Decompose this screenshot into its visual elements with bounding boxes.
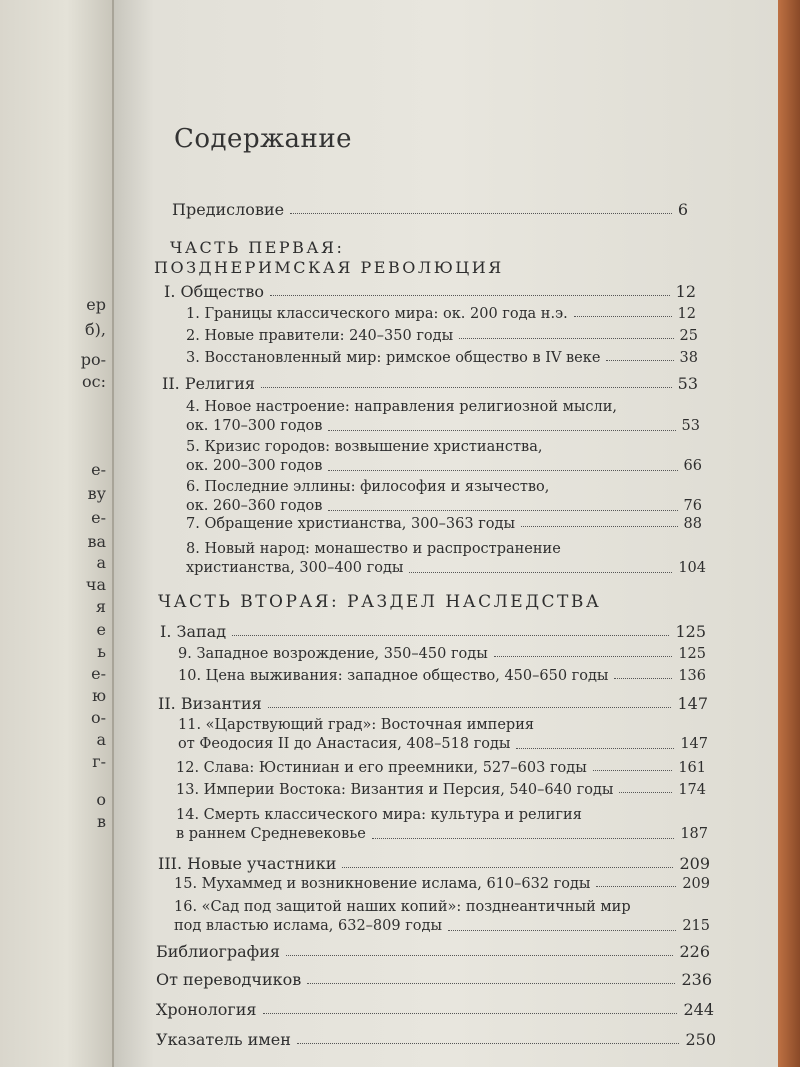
left-page-text-fragment: ву: [87, 484, 106, 503]
section-religion[interactable]: II. Религия 53: [162, 374, 698, 393]
left-page: [0, 0, 114, 1067]
left-page-text-fragment: ос:: [82, 372, 106, 391]
toc-entry-ch1[interactable]: 1. Границы классического мира: ок. 200 года н.э. 12: [186, 306, 696, 322]
part-one-line1: ЧАСТЬ ПЕРВАЯ:: [170, 238, 345, 257]
left-page-text-fragment: ва: [87, 532, 106, 551]
toc-entry-ch15[interactable]: 15. Мухаммед и возникновение ислама, 610–632 годы 209: [174, 876, 710, 892]
left-page-text-fragment: ер: [86, 295, 106, 314]
toc-entry-ch9[interactable]: 9. Западное возрождение, 350–450 годы 125: [178, 646, 706, 662]
toc-entry-ch13[interactable]: 13. Империи Востока: Византия и Персия, 540–640 годы 174: [176, 782, 706, 798]
toc-entry-translators[interactable]: От переводчиков 236: [156, 970, 712, 989]
toc-entry-ch10[interactable]: 10. Цена выживания: западное общество, 450–650 годы 136: [178, 668, 706, 684]
left-page-text-fragment: а: [96, 553, 106, 572]
left-page-text-fragment: е-: [91, 508, 106, 527]
toc-entry-ch6[interactable]: 6. Последние эллины: философия и язычество, ок. 260–360 годов 76: [186, 479, 702, 514]
toc-entry-ch12[interactable]: 12. Слава: Юстиниан и его преемники, 527–603 годы 161: [176, 760, 706, 776]
toc-entry-ch5[interactable]: 5. Кризис городов: возвышение христианства, ок. 200–300 годов 66: [186, 439, 702, 474]
toc-entry-ch4[interactable]: 4. Новое настроение: направления религиозной мысли, ок. 170–300 годов 53: [186, 399, 700, 434]
section-new-participants[interactable]: III. Новые участники 209: [158, 854, 710, 873]
toc-entry-ch2[interactable]: 2. Новые правители: 240–350 годы 25: [186, 328, 698, 344]
page-title: Содержание: [174, 124, 353, 154]
toc-entry-ch3[interactable]: 3. Восстановленный мир: римское общество в IV веке 38: [186, 350, 698, 366]
part-two-heading: ЧАСТЬ ВТОРАЯ: РАЗДЕЛ НАСЛЕДСТВА: [158, 592, 602, 612]
toc-entry-ch16[interactable]: 16. «Сад под защитой наших копий»: позднеантичный мир под властью ислама, 632–809 годы 215: [174, 899, 710, 934]
left-page-text-fragment: ро-: [80, 350, 106, 369]
toc-entry-ch8[interactable]: 8. Новый народ: монашество и распространение христианства, 300–400 годы 104: [186, 541, 706, 576]
left-page-text-fragment: ь: [97, 642, 106, 661]
left-page-text-fragment: я: [95, 597, 106, 616]
toc-entry-chronology[interactable]: Хронология 244: [156, 1000, 714, 1019]
toc-entry-ch11[interactable]: 11. «Царствующий град»: Восточная империя от Феодосия II до Анастасия, 408–518 годы 147: [178, 717, 708, 752]
left-page-text-fragment: е: [96, 620, 106, 639]
toc-entry-bibliography[interactable]: Библиография 226: [156, 942, 710, 961]
part-one-line2: ПОЗДНЕРИМСКАЯ РЕВОЛЮЦИЯ: [154, 258, 504, 277]
left-page-text-fragment: б),: [85, 320, 106, 339]
left-page-text-fragment: а: [96, 730, 106, 749]
left-page-text-fragment: ча: [85, 575, 106, 594]
section-society[interactable]: I. Общество 12: [164, 282, 696, 301]
left-page-text-fragment: е-: [91, 664, 106, 683]
toc-entry-ch7[interactable]: 7. Обращение христианства, 300–363 годы 88: [186, 516, 702, 532]
left-page-text-fragment: е-: [91, 460, 106, 479]
left-page-text-fragment: о-: [90, 708, 106, 727]
left-page-text-fragment: г-: [92, 752, 106, 771]
left-page-text-fragment: в: [96, 812, 106, 831]
section-byzantium[interactable]: II. Византия 147: [158, 694, 708, 713]
left-page-text-fragment: ю: [92, 686, 106, 705]
toc-entry-index[interactable]: Указатель имен 250: [156, 1030, 716, 1049]
toc-page: [114, 0, 778, 1067]
left-page-text-fragment: о: [96, 790, 106, 809]
section-west[interactable]: I. Запад 125: [160, 622, 706, 641]
toc-entry-ch14[interactable]: 14. Смерть классического мира: культура и религия в раннем Средневековье 187: [176, 807, 708, 842]
toc-entry-preface[interactable]: Предисловие 6: [172, 200, 688, 219]
